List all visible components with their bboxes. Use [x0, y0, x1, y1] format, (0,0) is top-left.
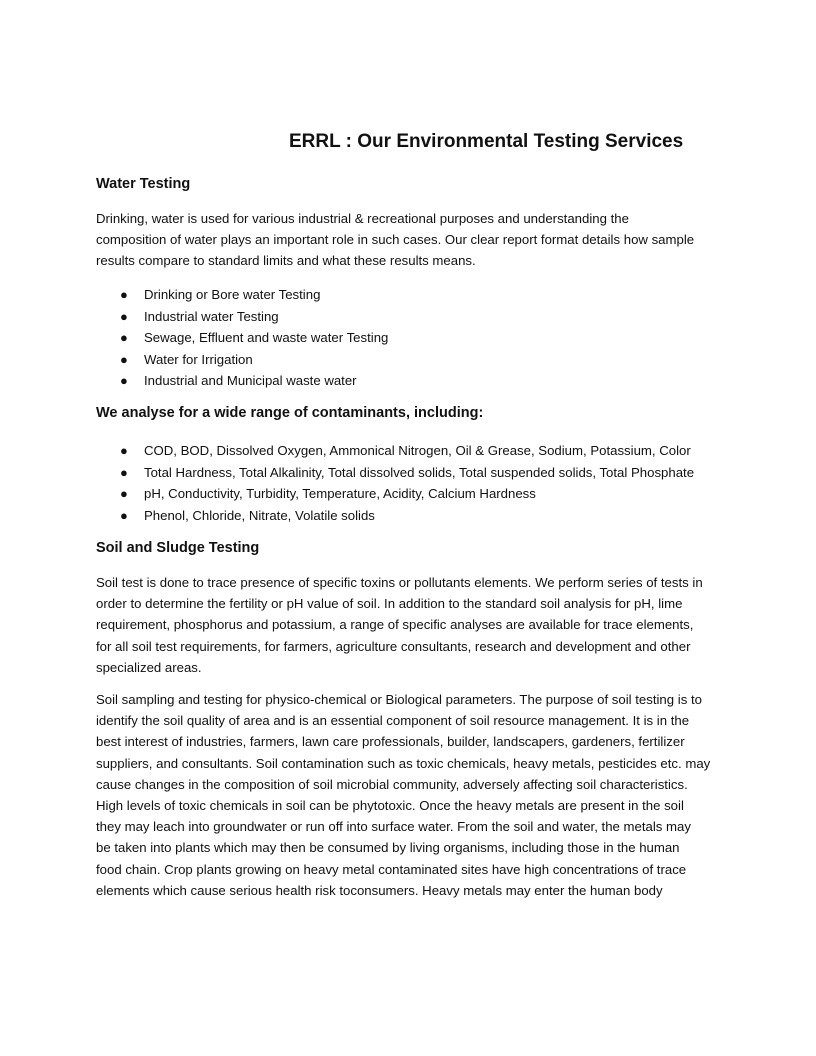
list-item: [96, 327, 388, 349]
water-testing-heading: Water Testing: [96, 176, 191, 192]
paragraph-line: Drinking, water is used for various industrial & recreational purposes and understanding the: [96, 211, 629, 226]
paragraph-line: Soil sampling and testing for physico-chemical or Biological parameters. The purpose of soil testing is to: [96, 692, 702, 707]
paragraph-line: composition of water plays an important role in such cases. Our clear report format details how sample: [96, 232, 695, 248]
bullet-icon: ●: [120, 287, 128, 302]
paragraph-line: elements which cause serious health risk toconsumers. Heavy metals may enter the human body: [96, 882, 663, 898]
list-item-text: Phenol, Chloride, Nitrate, Volatile solids: [144, 507, 375, 523]
list-item-text: pH, Conductivity, Turbidity, Temperature, Acidity, Calcium Hardness: [144, 486, 536, 501]
paragraph-line: requirement, phosphorus and potassium, a range of specific analyses are available for trace elements,: [96, 617, 694, 633]
paragraph-line: High levels of toxic chemicals in soil can be phytotoxic. Once the heavy metals are present in the soil: [96, 798, 684, 814]
paragraph-line: suppliers, and consultants. Soil contamination such as toxic chemicals, heavy metals, pesticides etc. may: [96, 755, 711, 771]
water-testing-list: [96, 284, 388, 392]
list-item: [96, 505, 694, 527]
bullet-icon: ●: [120, 464, 128, 480]
paragraph-line: cause changes in the composition of soil microbial community, adversely affecting soil characteristics.: [96, 776, 688, 792]
contaminants-heading: We analyse for a wide range of contaminants, including:: [96, 405, 484, 421]
bullet-icon: ●: [120, 373, 128, 388]
soil-paragraph-2: [96, 689, 722, 901]
list-item-text: Sewage, Effluent and waste water Testing: [144, 330, 389, 345]
list-item-text: Industrial water Testing: [144, 308, 279, 324]
water-intro-paragraph: [96, 208, 722, 272]
paragraph-line: results compare to standard limits and what these results means.: [96, 253, 476, 269]
list-item: [96, 370, 388, 392]
list-item: [96, 284, 388, 306]
bullet-icon: ●: [120, 308, 128, 324]
paragraph-line: food chain. Crop plants growing on heavy metal contaminated sites have high concentrations of trace: [96, 861, 687, 877]
list-item-text: Total Hardness, Total Alkalinity, Total dissolved solids, Total suspended solids, Total Phosphate: [144, 464, 695, 480]
list-item-text: Water for Irrigation: [144, 351, 253, 367]
list-item-text: Drinking or Bore water Testing: [144, 287, 321, 302]
soil-testing-heading: Soil and Sludge Testing: [96, 540, 260, 556]
bullet-icon: ●: [120, 351, 128, 367]
paragraph-line: they may leach into groundwater or run off into surface water. From the soil and water, the metals may: [96, 819, 691, 835]
contaminants-list: [96, 440, 694, 526]
paragraph-line: Soil test is done to trace presence of specific toxins or pollutants elements. We perform series of tests in: [96, 575, 703, 590]
paragraph-line: identify the soil quality of area and is an essential component of soil resource management. It is in the: [96, 713, 690, 729]
paragraph-line: be taken into plants which may then be consumed by living organisms, including those in the human: [96, 840, 680, 856]
list-item: [96, 440, 694, 462]
paragraph-line: best interest of industries, farmers, lawn care professionals, builder, landscapers, gardeners, fertilizer: [96, 734, 685, 750]
list-item: [96, 349, 388, 371]
bullet-icon: ●: [120, 443, 128, 458]
list-item-text: COD, BOD, Dissolved Oxygen, Ammonical Nitrogen, Oil & Grease, Sodium, Potassium, Color: [144, 443, 691, 458]
bullet-icon: ●: [120, 330, 128, 345]
list-item-text: Industrial and Municipal waste water: [144, 373, 357, 388]
paragraph-line: order to determine the fertility or pH value of soil. In addition to the standard soil analysis for pH, lime: [96, 596, 683, 612]
list-item: [96, 483, 694, 505]
paragraph-line: for all soil test requirements, for farmers, agriculture consultants, research and development and other: [96, 638, 691, 654]
bullet-icon: ●: [120, 507, 128, 523]
bullet-icon: ●: [120, 486, 128, 501]
list-item: [96, 306, 388, 328]
page-title: ERRL : Our Environmental Testing Services: [289, 131, 684, 152]
list-item: [96, 462, 694, 484]
paragraph-line: specialized areas.: [96, 659, 202, 675]
soil-paragraph-1: [96, 572, 722, 678]
